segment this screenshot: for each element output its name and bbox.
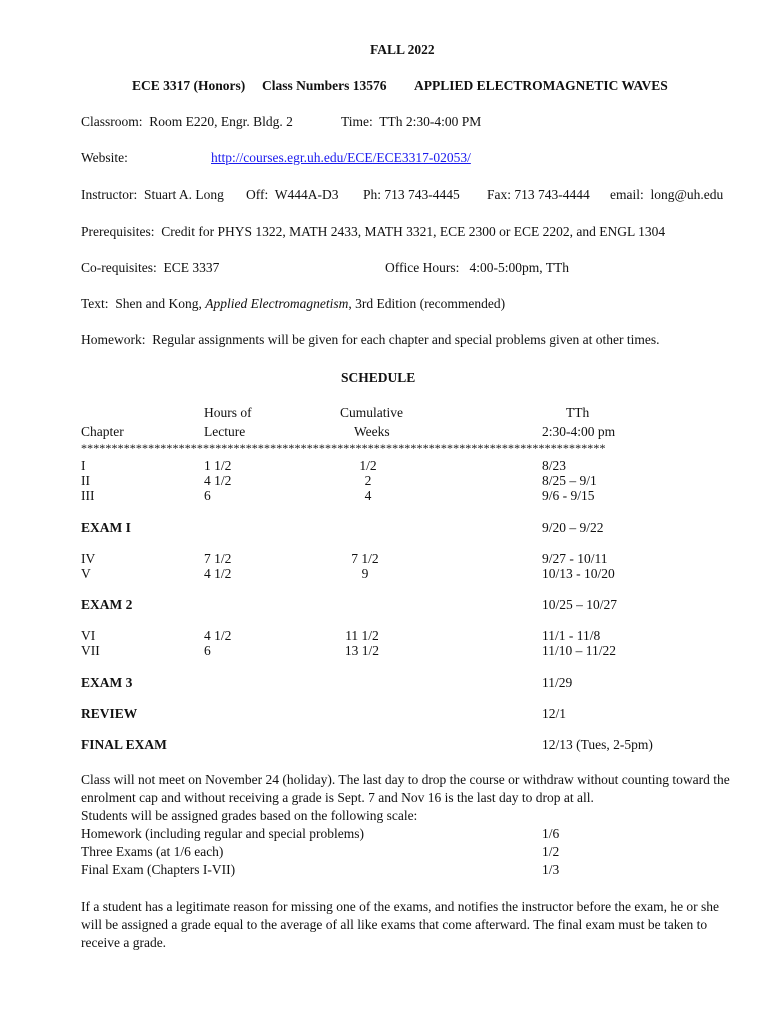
schedule-exam-label: EXAM 3 — [81, 675, 133, 690]
schedule-exam-label: REVIEW — [81, 706, 138, 721]
schedule-hours: 6 — [204, 643, 211, 658]
schedule-chapter: I — [81, 458, 86, 473]
grade-item: Homework (including regular and special problems) — [81, 826, 365, 841]
grade-item: Three Exams (at 1/6 each) — [81, 844, 224, 859]
cumulative-header-line2: Weeks — [354, 424, 390, 439]
schedule-weeks: 4 — [364, 488, 372, 503]
time-info: Time: TTh 2:30-4:00 PM — [341, 114, 482, 129]
tth-header-line2: 2:30-4:00 pm — [542, 424, 616, 439]
instructor-info: Instructor: Stuart A. Long — [81, 187, 224, 202]
missed-exam-paragraph: If a student has a legitimate reason for missing one of the exams, and notifies the instructor before the exam, he or she will be assigned a grade equal to the average of all like exams that come afterward. The final exam must be taken to receive a grade. — [81, 899, 720, 950]
drop-policy-paragraph: Class will not meet on November 24 (holiday). The last day to drop the course or withdraw without counting toward the enrolment cap and without receiving a grade is Sept. 7 and Nov 16 is the last day to drop at all. — [81, 772, 730, 805]
schedule-hours: 6 — [204, 488, 211, 503]
schedule-weeks: 2 — [364, 473, 372, 488]
cumulative-header-line1: Cumulative — [340, 405, 403, 420]
text-suffix: , 3rd Edition (recommended) — [348, 296, 506, 311]
schedule-chapter: V — [81, 566, 91, 581]
schedule-dates: 10/25 – 10/27 — [542, 597, 618, 612]
schedule-dates: 9/27 - 10/11 — [542, 551, 608, 566]
schedule-exam-label: FINAL EXAM — [81, 737, 167, 752]
schedule-weeks: 13 1/2 — [344, 643, 380, 658]
website-link[interactable]: http://courses.egr.uh.edu/ECE/ECE3317-02053/ — [211, 150, 471, 165]
schedule-weeks: 7 1/2 — [351, 551, 379, 566]
text-prefix: Text: Shen and Kong, — [81, 296, 206, 311]
schedule-weeks: 1/2 — [359, 458, 377, 473]
grade-weight: 1/6 — [542, 826, 560, 841]
text-info — [81, 296, 505, 312]
schedule-chapter: IV — [81, 551, 96, 566]
schedule-hours: 4 1/2 — [204, 473, 232, 488]
textbook-title: Applied Electromagnetism — [205, 296, 349, 311]
tth-header-line1: TTh — [566, 405, 590, 420]
course-code: ECE 3317 (Honors) — [132, 78, 246, 93]
fax-info: Fax: 713 743-4444 — [487, 187, 590, 202]
prerequisites-info: Prerequisites: Credit for PHYS 1322, MATH 2433, MATH 3321, ECE 2300 or ECE 2202, and ENGL 1304 — [81, 224, 666, 239]
hours-header-line1: Hours of — [204, 405, 252, 420]
schedule-dates: 9/6 - 9/15 — [542, 488, 595, 503]
schedule-weeks: 9 — [361, 566, 369, 581]
schedule-dates: 12/13 (Tues, 2-5pm) — [542, 737, 653, 752]
homework-info: Homework: Regular assignments will be given for each chapter and special problems given at other times. — [81, 332, 660, 347]
course-title: APPLIED ELECTROMAGNETIC WAVES — [414, 78, 668, 93]
schedule-weeks: 11 1/2 — [345, 628, 379, 643]
schedule-dates: 10/13 - 10/20 — [542, 566, 615, 581]
schedule-exam-label: EXAM 2 — [81, 597, 133, 612]
schedule-exam-label: EXAM I — [81, 520, 131, 535]
schedule-hours: 1 1/2 — [204, 458, 232, 473]
classroom-info: Classroom: Room E220, Engr. Bldg. 2 — [81, 114, 293, 129]
grade-item: Final Exam (Chapters I-VII) — [81, 862, 236, 877]
grading-intro: Students will be assigned grades based on the following scale: — [81, 808, 418, 823]
grade-weight: 1/3 — [542, 862, 560, 877]
schedule-dates: 9/20 – 9/22 — [542, 520, 604, 535]
schedule-hours: 7 1/2 — [204, 551, 232, 566]
class-numbers: Class Numbers 13576 — [262, 78, 387, 93]
chapter-header: Chapter — [81, 424, 124, 439]
schedule-hours: 4 1/2 — [204, 628, 232, 643]
schedule-separator: ************************************************************************************** — [81, 441, 606, 455]
schedule-title: SCHEDULE — [341, 370, 416, 385]
schedule-dates: 11/10 – 11/22 — [542, 643, 616, 658]
schedule-hours: 4 1/2 — [204, 566, 232, 581]
grade-weight: 1/2 — [542, 844, 560, 859]
term-heading: FALL 2022 — [370, 42, 435, 57]
corequisites-info: Co-requisites: ECE 3337 — [81, 260, 220, 275]
email-info: email: long@uh.edu — [610, 187, 724, 202]
website-label: Website: — [81, 150, 128, 165]
hours-header-line2: Lecture — [204, 424, 246, 439]
phone-info: Ph: 713 743-4445 — [363, 187, 460, 202]
schedule-chapter: III — [81, 488, 95, 503]
schedule-dates: 11/29 — [542, 675, 573, 690]
office-hours-info: Office Hours: 4:00-5:00pm, TTh — [385, 260, 569, 275]
schedule-dates: 12/1 — [542, 706, 567, 721]
schedule-dates: 11/1 - 11/8 — [542, 628, 601, 643]
schedule-chapter: VI — [81, 628, 96, 643]
schedule-dates: 8/23 — [542, 458, 567, 473]
schedule-dates: 8/25 – 9/1 — [542, 473, 597, 488]
schedule-chapter: II — [81, 473, 90, 488]
office-info: Off: W444A-D3 — [246, 187, 339, 202]
schedule-chapter: VII — [81, 643, 100, 658]
